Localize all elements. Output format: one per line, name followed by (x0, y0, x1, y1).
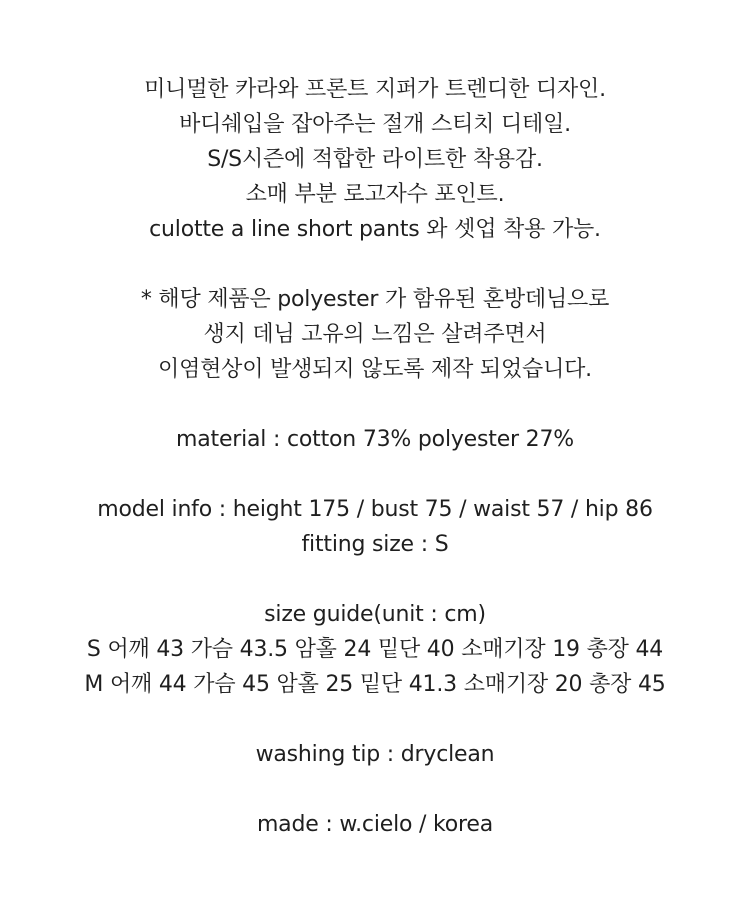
size-guide-title: size guide(unit : cm) (264, 602, 486, 627)
fitting-size-line: fitting size : S (301, 532, 449, 557)
model-info-line: model info : height 175 / bust 75 / waist 57 / hip 86 (97, 497, 653, 522)
washing-tip-line: washing tip : dryclean (255, 742, 495, 767)
intro-line-1: 미니멀한 카라와 프론트 지퍼가 트렌디한 디자인. (144, 77, 606, 102)
intro-line-3: S/S시즌에 적합한 라이트한 착용감. (207, 147, 543, 172)
material-line: material : cotton 73% polyester 27% (176, 427, 574, 452)
notice-line-1: * 해당 제품은 polyester 가 함유된 혼방데님으로 (140, 287, 610, 312)
made-in-line: made : w.cielo / korea (256, 812, 494, 837)
intro-line-4: 소매 부분 로고자수 포인트. (245, 182, 505, 207)
intro-line-2: 바디쉐입을 잡아주는 절개 스티치 디테일. (179, 112, 571, 137)
notice-line-2: 생지 데님 고유의 느낌은 살려주면서 (203, 322, 547, 347)
size-guide-row-m: M 어깨 44 가슴 45 암홀 25 밑단 41.3 소매기장 20 총장 45 (84, 672, 666, 697)
intro-line-5: culotte a line short pants 와 셋업 착용 가능. (149, 217, 601, 242)
notice-line-3: 이염현상이 발생되지 않도록 제작 되었습니다. (158, 357, 592, 382)
size-guide-row-s: S 어깨 43 가슴 43.5 암홀 24 밑단 40 소매기장 19 총장 44 (86, 637, 664, 662)
